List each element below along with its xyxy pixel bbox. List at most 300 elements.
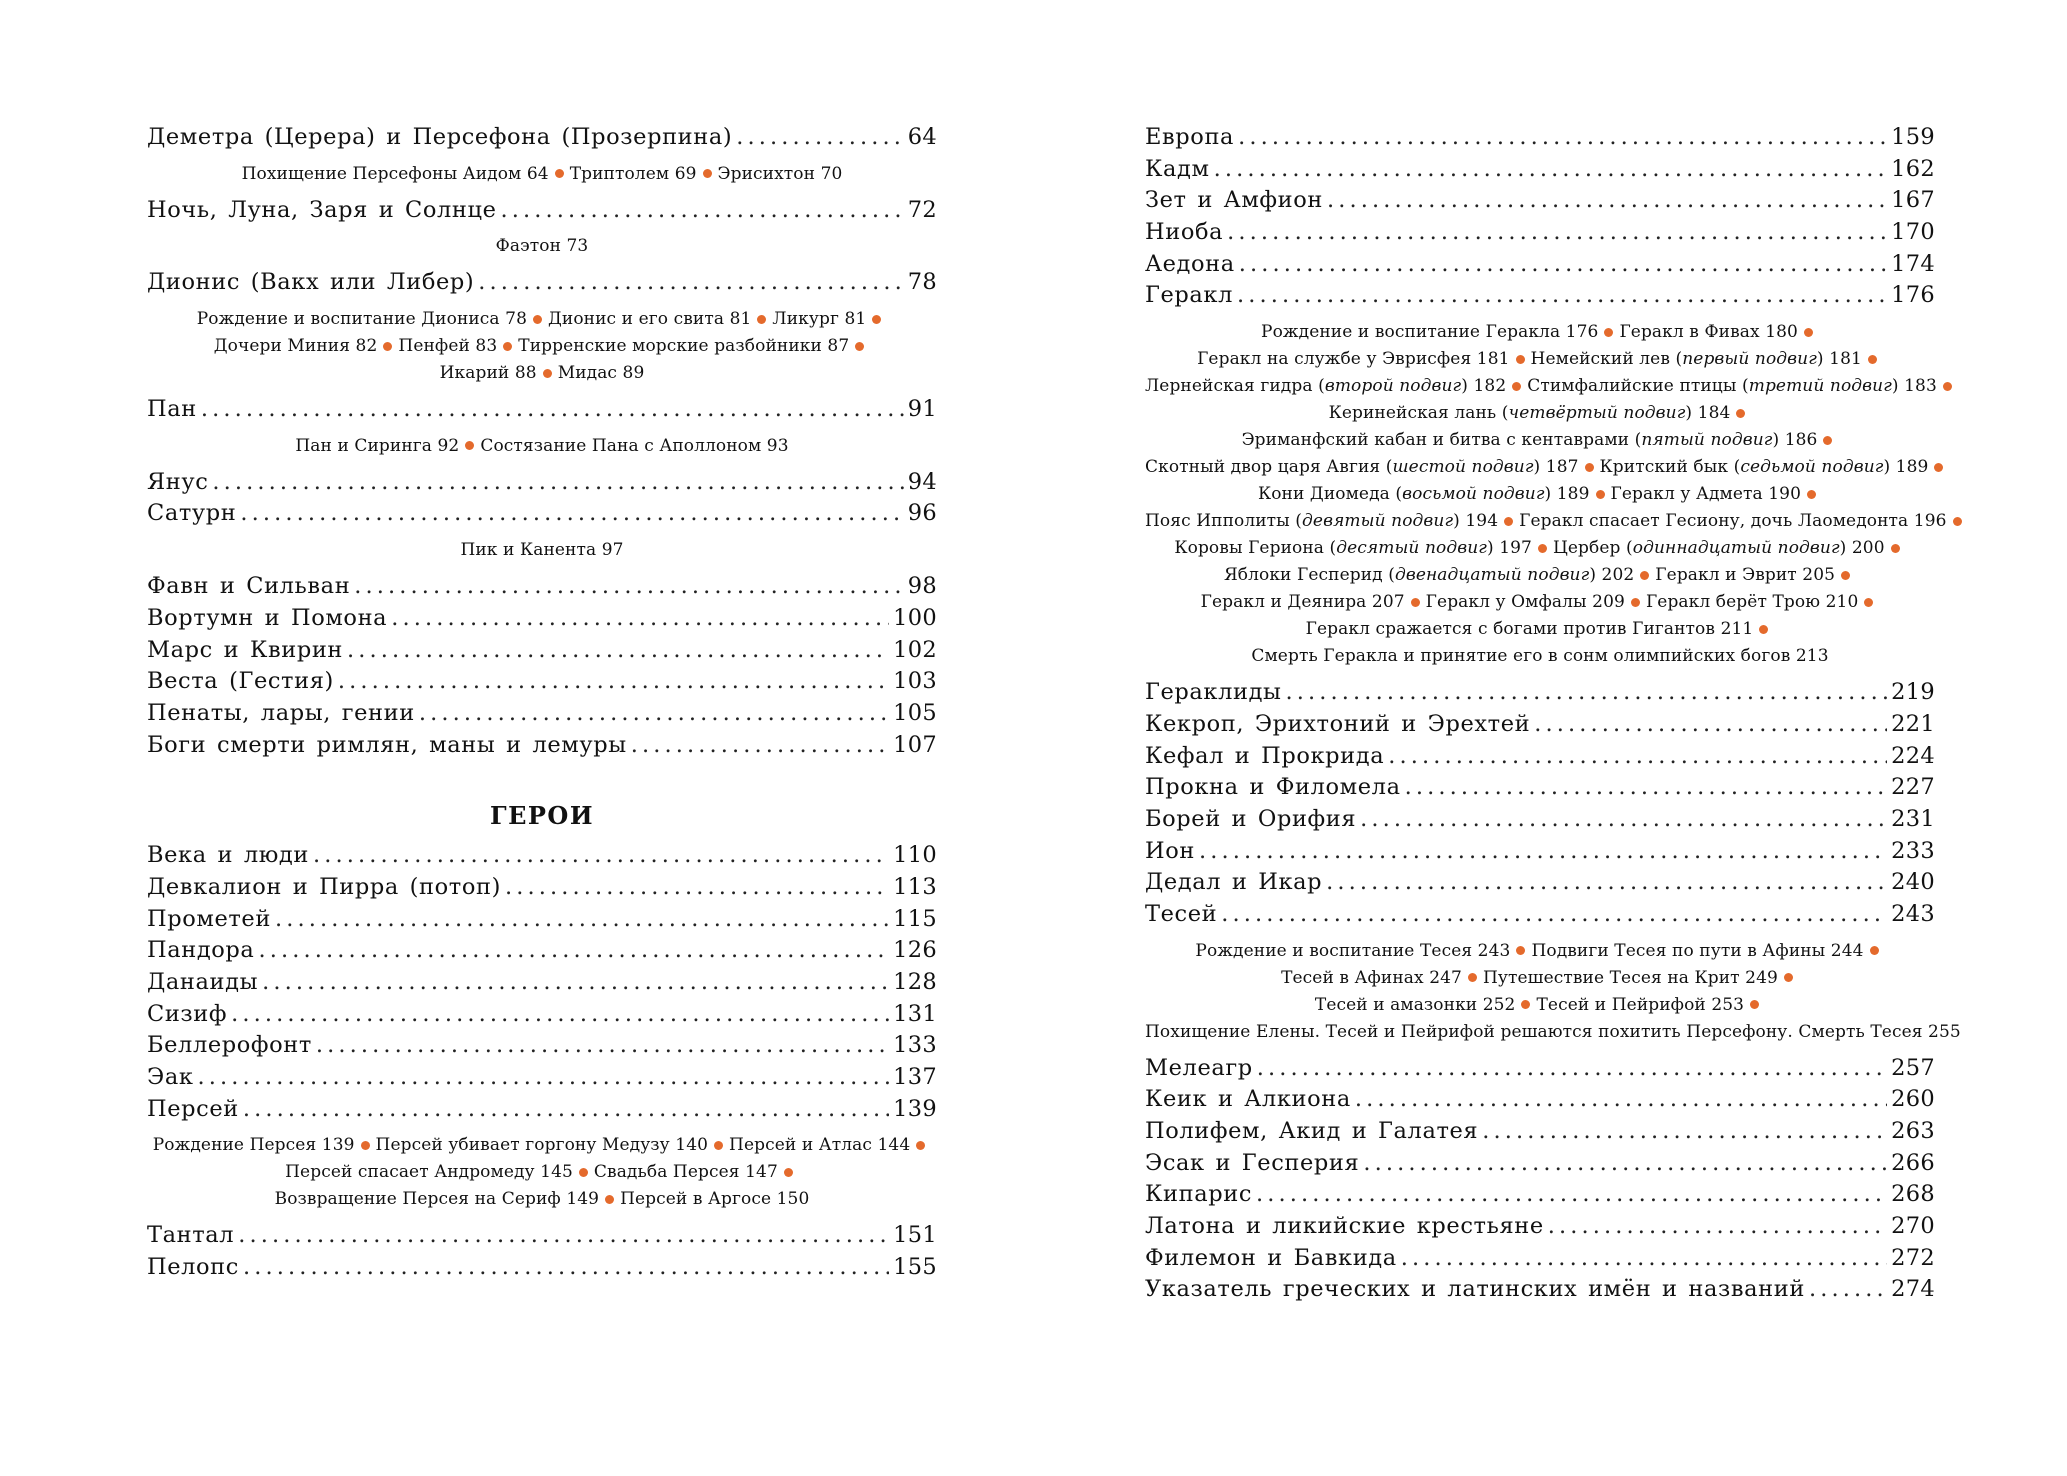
subentry-italic: одиннадцатый подвиг <box>1632 538 1840 559</box>
toc-entry[interactable] <box>147 840 937 872</box>
bullet-dot-icon <box>1585 463 1594 472</box>
entry-title: Сатурн <box>147 500 237 527</box>
page-number: 100 <box>893 604 937 631</box>
toc-column-right <box>1145 122 1961 1306</box>
toc-entry[interactable] <box>1145 1274 1935 1306</box>
subentry-text: Мидас 89 <box>557 363 645 384</box>
subentries <box>147 306 937 387</box>
subentry[interactable] <box>440 363 537 383</box>
subentry[interactable] <box>1655 565 1835 585</box>
entry-title: Пелопс <box>147 1254 239 1281</box>
entry-title: Ниоба <box>1145 219 1224 246</box>
subentry[interactable] <box>620 1189 809 1209</box>
dot-leader <box>231 999 889 1031</box>
subentry[interactable] <box>1531 941 1863 961</box>
entry-title: Кадм <box>1145 155 1210 182</box>
subentry-text: Керинейская лань ( <box>1328 403 1509 424</box>
entry-title: Кекроп, Эрихтоний и Эрехтей <box>1145 710 1531 737</box>
subentry-text: Геракл у Адмета 190 <box>1610 484 1802 505</box>
subentry-line <box>1145 562 1935 589</box>
subentry[interactable] <box>1553 538 1885 558</box>
entry-title: Эак <box>147 1064 194 1091</box>
subentry-text: Персей убивает горгону Медузу 140 <box>375 1135 709 1156</box>
subentry-text: Персей в Аргосе 150 <box>620 1189 810 1210</box>
toc-entry[interactable] <box>147 635 937 667</box>
page-number: 270 <box>1891 1213 1935 1240</box>
page-number: 263 <box>1891 1118 1935 1144</box>
subentry[interactable] <box>1201 592 1405 612</box>
dot-leader <box>347 635 889 667</box>
dot-leader <box>1237 280 1887 312</box>
subentry[interactable] <box>1251 646 1828 666</box>
subentry[interactable] <box>1197 349 1509 369</box>
subentry[interactable] <box>1195 941 1510 961</box>
subentry-text: Геракл спасает Гесиону, дочь Лаомедонта 196 <box>1519 511 1947 532</box>
toc-entry[interactable] <box>147 967 937 999</box>
page-number: 170 <box>1891 219 1935 246</box>
subentry-text: Состязание Пана с Аполлоном 93 <box>480 435 789 456</box>
page-number: 126 <box>893 937 937 964</box>
entry-title: Тантал <box>147 1222 235 1249</box>
subentry-text: Тесей и амазонки 252 <box>1314 994 1516 1015</box>
page-number: 113 <box>893 873 937 900</box>
subentry-italic: двенадцатый подвиг <box>1394 565 1590 586</box>
subentry[interactable] <box>1145 511 1498 531</box>
toc-entry[interactable] <box>147 1062 937 1094</box>
entry-title: Кефал и Прокрида <box>1145 742 1385 769</box>
subentry[interactable] <box>295 436 459 456</box>
entry-title: Борей и Орифия <box>1145 805 1357 832</box>
subentry-text: Похищение Персефоны Аидом 64 <box>241 163 549 184</box>
dot-leader <box>1286 677 1888 709</box>
subentry-text: Геракл на службе у Эврисфея 181 <box>1197 349 1510 370</box>
toc-entry[interactable] <box>147 1030 937 1062</box>
subentry-text: Критский бык ( <box>1599 457 1741 478</box>
subentry[interactable] <box>1527 376 1937 396</box>
subentries <box>147 433 937 460</box>
subentry[interactable] <box>1145 376 1506 396</box>
toc-entry[interactable] <box>1145 185 1935 217</box>
dot-leader <box>631 730 889 762</box>
subentry[interactable] <box>285 1162 573 1182</box>
page-number: 94 <box>907 468 937 495</box>
toc-entry[interactable] <box>147 872 937 904</box>
subentry-text: Пик и Канента 97 <box>460 540 624 561</box>
toc-entry[interactable] <box>147 267 937 299</box>
subentry-text: Эрисихтон 70 <box>717 163 843 184</box>
subentry-text: Геракл в Фивах 180 <box>1619 322 1798 343</box>
subentry-text: Геракл сражается с богами против Гигантов 211 <box>1305 619 1754 640</box>
subentry[interactable] <box>772 309 866 329</box>
dot-leader <box>1326 867 1887 899</box>
page-number: 272 <box>1891 1244 1935 1271</box>
toc-entry[interactable] <box>147 1094 937 1126</box>
entry-title: Филемон и Бавкида <box>1145 1244 1397 1271</box>
dot-leader <box>1239 249 1887 281</box>
subentry[interactable] <box>1281 968 1462 988</box>
page-number: 128 <box>893 969 937 995</box>
page-number: 257 <box>1891 1054 1935 1081</box>
entry-title: Персей <box>147 1095 239 1122</box>
bullet-dot-icon <box>916 1141 925 1150</box>
subentry-text: Дочери Миния 82 <box>213 336 378 357</box>
toc-entry[interactable] <box>147 999 937 1031</box>
subentry[interactable] <box>548 309 751 329</box>
subentry-italic: девятый подвиг <box>1302 511 1454 532</box>
toc-entry[interactable] <box>147 935 937 967</box>
subentry[interactable] <box>558 363 645 383</box>
bullet-dot-icon <box>465 441 474 450</box>
subentry[interactable] <box>729 1135 910 1155</box>
subentry-line <box>1145 643 1935 670</box>
toc-entry[interactable] <box>147 498 937 530</box>
bullet-dot-icon <box>757 315 766 324</box>
page-number: 243 <box>1891 900 1935 927</box>
subentries <box>147 233 937 260</box>
subentry-line <box>1145 616 1935 643</box>
subentry[interactable] <box>1600 457 1929 477</box>
subentry-text: Смерть Геракла и принятие его в сонм олимпийских богов 213 <box>1251 646 1829 667</box>
page-number: 159 <box>1891 124 1935 150</box>
bullet-dot-icon <box>1604 328 1613 337</box>
entry-title: Пан <box>147 396 197 423</box>
page-number: 137 <box>893 1064 937 1091</box>
entry-title: Прометей <box>147 905 271 932</box>
subentry-text: Ликург 81 <box>772 309 867 330</box>
subentry-italic: шестой подвиг <box>1392 457 1534 478</box>
toc-entry[interactable] <box>147 467 937 499</box>
subentry-line <box>1145 508 1947 535</box>
subentry-text: Рождение Персея 139 <box>152 1135 355 1156</box>
toc-entry[interactable] <box>147 571 937 603</box>
subentry-text: Фаэтон 73 <box>495 236 589 257</box>
subentry-line <box>1145 965 1935 992</box>
subentry-text-after: ) 183 <box>1891 376 1937 397</box>
entry-title: Геракл <box>1145 282 1233 309</box>
bullet-dot-icon <box>1516 355 1525 364</box>
subentry[interactable] <box>1619 322 1798 342</box>
subentry[interactable] <box>1145 457 1579 477</box>
subentry-line <box>147 1159 937 1186</box>
toc-entry[interactable] <box>1145 677 1935 709</box>
toc-entry[interactable] <box>147 195 937 227</box>
subentry[interactable] <box>1306 619 1754 639</box>
subentry[interactable] <box>460 540 623 560</box>
subentry[interactable] <box>214 336 378 356</box>
subentry-text: Стимфалийские птицы ( <box>1527 376 1749 397</box>
entry-title: Веста (Гестия) <box>147 668 334 695</box>
toc-entry[interactable] <box>147 122 937 154</box>
subentry-text-after: ) 186 <box>1772 430 1818 451</box>
subentry-text: Геракл берёт Трою 210 <box>1645 592 1859 613</box>
page-number: 268 <box>1891 1181 1935 1208</box>
subentries <box>147 1132 937 1213</box>
dot-leader <box>1388 741 1887 773</box>
subentry[interactable] <box>1426 592 1625 612</box>
subentry[interactable] <box>1261 322 1598 342</box>
bullet-dot-icon <box>1864 598 1873 607</box>
subentry[interactable] <box>496 236 589 256</box>
dot-leader <box>1548 1211 1887 1243</box>
subentry-line <box>1145 454 1935 481</box>
subentry-text: Немейский лев ( <box>1530 349 1683 370</box>
entry-title: Фавн и Сильван <box>147 573 351 600</box>
dot-leader <box>1534 709 1887 741</box>
dot-leader <box>354 571 903 603</box>
subentry-text-after: ) 189 <box>1883 457 1929 478</box>
dot-leader <box>505 872 889 904</box>
page-number: 133 <box>893 1032 937 1059</box>
toc-entry[interactable] <box>1145 1243 1935 1275</box>
toc-entry[interactable] <box>147 603 937 635</box>
page-number: 227 <box>1891 774 1935 801</box>
subentry-text: Рождение и воспитание Диониса 78 <box>196 309 527 330</box>
toc-entry[interactable] <box>1145 741 1935 773</box>
subentry-text-after: ) 184 <box>1685 403 1731 424</box>
subentry-text: Коровы Гериона ( <box>1174 538 1337 559</box>
subentry-line <box>1145 346 1935 373</box>
subentry[interactable] <box>1329 403 1731 423</box>
bullet-dot-icon <box>1953 517 1962 526</box>
bullet-dot-icon <box>1823 436 1832 445</box>
subentry-line <box>1145 938 1935 965</box>
page-number: 231 <box>1891 805 1935 832</box>
subentry[interactable] <box>1315 995 1516 1015</box>
subentry[interactable] <box>242 164 549 184</box>
subentry[interactable] <box>1174 538 1532 558</box>
entry-title: Марс и Квирин <box>147 636 344 663</box>
subentry[interactable] <box>1611 484 1802 504</box>
subentries <box>1145 938 1961 1046</box>
subentry-text-after: ) 202 <box>1589 565 1635 586</box>
subentry[interactable] <box>718 164 843 184</box>
dot-leader <box>478 267 904 299</box>
entry-title: Сизиф <box>147 1000 228 1027</box>
bullet-dot-icon <box>1538 544 1547 553</box>
subentry-text: Путешествие Тесея на Крит 249 <box>1482 967 1778 988</box>
dot-leader <box>198 1062 890 1094</box>
bullet-dot-icon <box>579 1168 588 1177</box>
toc-entry[interactable] <box>1145 867 1935 899</box>
subentry-line <box>147 306 937 333</box>
toc-entry[interactable] <box>147 698 937 730</box>
entry-title: Пенаты, лары, гении <box>147 699 415 726</box>
subentry-text-after: ) 197 <box>1486 538 1532 559</box>
page-number: 260 <box>1891 1086 1935 1113</box>
entry-title: Беллерофонт <box>147 1032 312 1059</box>
dot-leader <box>1405 772 1888 804</box>
bullet-dot-icon <box>361 1141 370 1150</box>
subentry[interactable] <box>1646 592 1858 612</box>
subentry-line <box>1145 992 1935 1019</box>
subentry[interactable] <box>275 1189 599 1209</box>
toc-entry[interactable] <box>1145 280 1935 312</box>
entry-title: Боги смерти римлян, маны и лемуры <box>147 731 627 758</box>
page-number: 221 <box>1891 710 1935 737</box>
subentry-line <box>1145 1019 1961 1046</box>
page-number: 274 <box>1891 1276 1935 1303</box>
subentry[interactable] <box>1536 995 1744 1015</box>
bullet-dot-icon <box>1736 409 1745 418</box>
dot-leader <box>243 1252 889 1284</box>
entry-title: Прокна и Филомела <box>1145 774 1401 801</box>
toc-entry[interactable] <box>147 394 937 426</box>
toc-entry[interactable] <box>1145 122 1935 154</box>
bullet-dot-icon <box>1807 490 1816 499</box>
page-number: 98 <box>907 573 937 600</box>
dot-leader <box>1355 1084 1887 1116</box>
toc-entry[interactable] <box>1145 804 1935 836</box>
dot-leader <box>238 1220 889 1252</box>
page-number: 105 <box>893 699 937 726</box>
entry-title: Века и люди <box>147 842 309 869</box>
subentry-text: Пан и Сиринга 92 <box>295 435 460 456</box>
entry-title: Девкалион и Пирра (потоп) <box>147 873 501 900</box>
subentry-text: Геракл у Омфалы 209 <box>1425 592 1625 613</box>
subentry[interactable] <box>1145 1022 1961 1042</box>
toc-entry[interactable] <box>1145 772 1935 804</box>
entry-title: Дедал и Икар <box>1145 869 1323 896</box>
dot-leader <box>1221 899 1887 931</box>
page-number: 107 <box>893 731 937 758</box>
dot-leader <box>201 394 904 426</box>
entry-title: Деметра (Церера) и Персефона (Прозерпина) <box>147 124 733 150</box>
toc-entry[interactable] <box>1145 709 1935 741</box>
entry-title: Аедона <box>1145 250 1235 277</box>
toc-column-left <box>147 122 937 1284</box>
subentry-text: Тирренские морские разбойники 87 <box>518 336 850 357</box>
dot-leader <box>1256 1179 1887 1211</box>
toc-entry[interactable] <box>1145 899 1935 931</box>
toc-entry[interactable] <box>1145 1084 1935 1116</box>
subentry-italic: пятый подвиг <box>1641 430 1773 451</box>
subentry[interactable] <box>1531 349 1862 369</box>
dot-leader <box>1238 122 1887 154</box>
bullet-dot-icon <box>605 1195 614 1204</box>
subentry-text: Возвращение Персея на Сериф 149 <box>274 1189 600 1210</box>
dot-leader <box>1257 1053 1887 1085</box>
page-number: 167 <box>1891 187 1935 214</box>
bullet-dot-icon <box>1631 598 1640 607</box>
bullet-dot-icon <box>1468 973 1477 982</box>
toc-entry[interactable] <box>147 730 937 762</box>
subentry[interactable] <box>1519 511 1946 531</box>
subentry-line <box>1145 589 1935 616</box>
subentry-italic: третий подвиг <box>1748 376 1892 397</box>
entry-title: Янус <box>147 468 209 495</box>
entry-title: Зет и Амфион <box>1145 187 1323 214</box>
toc-entry[interactable] <box>1145 249 1935 281</box>
page-number: 96 <box>907 500 937 527</box>
dot-leader <box>1363 1148 1887 1180</box>
subentry-text-after: ) 182 <box>1461 376 1507 397</box>
bullet-dot-icon <box>1521 1000 1530 1009</box>
page-number: 78 <box>907 269 937 296</box>
page-number: 110 <box>893 842 937 869</box>
subentry-text-after: ) 189 <box>1544 484 1590 505</box>
toc-entry[interactable] <box>1145 1148 1935 1180</box>
bullet-dot-icon <box>1870 946 1879 955</box>
subentry-text-after: ) 181 <box>1816 349 1862 370</box>
toc-entry[interactable] <box>147 904 937 936</box>
page-number: 219 <box>1891 679 1935 706</box>
toc-entry[interactable] <box>1145 1116 1935 1148</box>
subentry[interactable] <box>398 336 497 356</box>
subentry[interactable] <box>153 1135 355 1155</box>
dot-leader <box>1360 804 1887 836</box>
page-number: 151 <box>893 1222 937 1249</box>
toc-entry[interactable] <box>147 666 937 698</box>
page-number: 266 <box>1891 1149 1935 1176</box>
subentry-text: Геракл и Эврит 205 <box>1655 565 1836 586</box>
entry-title: Кеик и Алкиона <box>1145 1086 1351 1113</box>
subentry-text: Кони Диомеда ( <box>1257 484 1403 505</box>
toc-entry[interactable] <box>1145 1211 1935 1243</box>
subentry-line <box>147 537 937 564</box>
toc-entry[interactable] <box>1145 154 1935 186</box>
bullet-dot-icon <box>1891 544 1900 553</box>
subentry[interactable] <box>480 436 788 456</box>
page-number: 155 <box>893 1254 937 1281</box>
subentry[interactable] <box>570 164 697 184</box>
subentry[interactable] <box>1224 565 1634 585</box>
subentry-text: Рождение и воспитание Геракла 176 <box>1261 322 1599 343</box>
toc-entry[interactable] <box>147 1252 937 1284</box>
subentry-line <box>1145 373 1935 400</box>
dot-leader <box>262 967 889 999</box>
dot-leader <box>240 498 903 530</box>
subentry[interactable] <box>518 336 849 356</box>
section-heading: ГЕРОИ <box>490 801 594 831</box>
subentry[interactable] <box>197 309 527 329</box>
bullet-dot-icon <box>714 1141 723 1150</box>
subentries <box>147 537 937 564</box>
dot-leader <box>338 666 889 698</box>
bullet-dot-icon <box>555 169 564 178</box>
subentry-italic: первый подвиг <box>1682 349 1817 370</box>
entry-title: Латона и ликийские крестьяне <box>1145 1213 1544 1240</box>
subentry-line <box>147 233 937 260</box>
subentry[interactable] <box>1242 430 1818 450</box>
toc-entry[interactable] <box>1145 217 1935 249</box>
toc-entry[interactable] <box>147 1220 937 1252</box>
subentry[interactable] <box>376 1135 709 1155</box>
entry-title: Кипарис <box>1145 1181 1253 1208</box>
dot-leader <box>1199 836 1887 868</box>
page-number: 102 <box>893 636 937 663</box>
subentry-text: Тесей в Афинах 247 <box>1281 967 1462 988</box>
toc-entry[interactable] <box>1145 1179 1935 1211</box>
subentry-text: Лернейская гидра ( <box>1145 376 1325 397</box>
bullet-dot-icon <box>784 1168 793 1177</box>
subentry-line <box>1145 535 1935 562</box>
subentry-line <box>147 433 937 460</box>
toc-entry[interactable] <box>1145 1053 1935 1085</box>
bullet-dot-icon <box>1504 517 1513 526</box>
page-number: 91 <box>907 396 937 423</box>
subentry[interactable] <box>1483 968 1778 988</box>
entry-title: Данаиды <box>147 969 259 995</box>
subentry-line <box>147 1132 937 1159</box>
entry-title: Европа <box>1145 124 1235 150</box>
entry-title: Дионис (Вакх или Либер) <box>147 269 475 296</box>
toc-entry[interactable] <box>1145 836 1935 868</box>
subentry-text: Геракл и Деянира 207 <box>1200 592 1405 613</box>
subentry[interactable] <box>594 1162 778 1182</box>
page-number: 72 <box>907 196 937 223</box>
entry-title: Эсак и Гесперия <box>1145 1149 1360 1176</box>
subentry[interactable] <box>1258 484 1590 504</box>
